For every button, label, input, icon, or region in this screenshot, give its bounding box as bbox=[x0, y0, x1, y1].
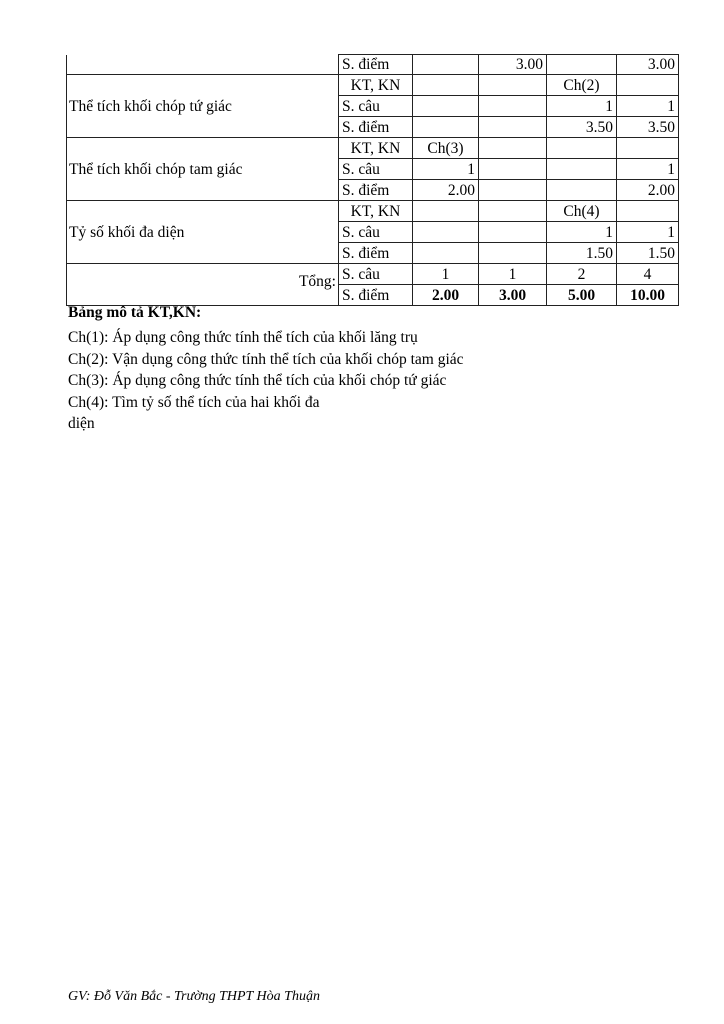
value-cell: 1.50 bbox=[547, 243, 617, 264]
value-cell bbox=[413, 75, 479, 96]
value-cell bbox=[413, 222, 479, 243]
total-label: Tổng: bbox=[67, 264, 339, 306]
value-cell: 2.00 bbox=[413, 180, 479, 201]
table-row bbox=[67, 201, 679, 222]
row-label: S. điểm bbox=[339, 55, 413, 75]
value-cell bbox=[479, 201, 547, 222]
table-row bbox=[67, 75, 679, 96]
value-cell bbox=[413, 117, 479, 138]
value-cell: 1 bbox=[547, 222, 617, 243]
total-score: 3.00 bbox=[479, 285, 547, 306]
row-label: KT, KN bbox=[339, 138, 413, 159]
row-label: S. điểm bbox=[339, 117, 413, 138]
value-cell: Ch(2) bbox=[547, 75, 617, 96]
total-cell: 1 bbox=[617, 96, 679, 117]
row-label: S. câu bbox=[339, 222, 413, 243]
description-item: Ch(1): Áp dụng công thức tính thể tích của khối lăng trụ bbox=[68, 329, 418, 346]
value-cell bbox=[547, 180, 617, 201]
value-cell bbox=[479, 75, 547, 96]
skill-description bbox=[68, 302, 528, 435]
table-row bbox=[67, 55, 679, 75]
description-item: diện bbox=[68, 415, 95, 432]
topic-cell: Thể tích khối chóp tứ giác bbox=[67, 75, 339, 138]
total-value: 1 bbox=[413, 264, 479, 285]
value-cell bbox=[479, 222, 547, 243]
total-cell bbox=[617, 75, 679, 96]
total-score: 5.00 bbox=[547, 285, 617, 306]
table-row bbox=[67, 138, 679, 159]
value-cell bbox=[547, 55, 617, 75]
exam-matrix-table bbox=[66, 54, 679, 306]
value-cell bbox=[479, 117, 547, 138]
total-value: 2 bbox=[547, 264, 617, 285]
table-row-total-count bbox=[67, 264, 679, 285]
description-item: Ch(2): Vận dụng công thức tính thể tích của khối chóp tam giác bbox=[68, 350, 464, 368]
page-footer: GV: Đỗ Văn Bắc - Trường THPT Hòa Thuận bbox=[68, 989, 320, 1004]
topic-cell-continued bbox=[67, 55, 339, 75]
value-cell: Ch(3) bbox=[413, 138, 479, 159]
total-value: 1 bbox=[479, 264, 547, 285]
value-cell bbox=[479, 96, 547, 117]
value-cell: Ch(4) bbox=[547, 201, 617, 222]
total-cell: 2.00 bbox=[617, 180, 679, 201]
total-cell: 3.00 bbox=[617, 55, 679, 75]
value-cell bbox=[413, 96, 479, 117]
row-label: S. câu bbox=[339, 159, 413, 180]
row-label: KT, KN bbox=[339, 201, 413, 222]
total-cell bbox=[617, 138, 679, 159]
value-cell bbox=[479, 138, 547, 159]
row-label: S. câu bbox=[339, 264, 413, 285]
value-cell bbox=[479, 243, 547, 264]
description-heading: Bảng mô tả KT,KN: bbox=[68, 304, 202, 321]
row-label: S. điểm bbox=[339, 285, 413, 306]
value-cell bbox=[413, 201, 479, 222]
value-cell: 3.50 bbox=[547, 117, 617, 138]
value-cell: 3.00 bbox=[479, 55, 547, 75]
value-cell: 1 bbox=[413, 159, 479, 180]
value-cell bbox=[413, 55, 479, 75]
value-cell bbox=[547, 159, 617, 180]
value-cell: 1 bbox=[547, 96, 617, 117]
value-cell bbox=[413, 243, 479, 264]
row-label: S. điểm bbox=[339, 180, 413, 201]
value-cell bbox=[479, 159, 547, 180]
row-label: KT, KN bbox=[339, 75, 413, 96]
total-cell bbox=[617, 201, 679, 222]
topic-cell: Tỷ số khối đa diện bbox=[67, 201, 339, 264]
total-cell: 1.50 bbox=[617, 243, 679, 264]
topic-cell: Thể tích khối chóp tam giác bbox=[67, 138, 339, 201]
value-cell bbox=[479, 180, 547, 201]
total-score: 2.00 bbox=[413, 285, 479, 306]
total-cell: 1 bbox=[617, 159, 679, 180]
total-cell: 1 bbox=[617, 222, 679, 243]
total-cell: 3.50 bbox=[617, 117, 679, 138]
description-item: Ch(3): Áp dụng công thức tính thể tích của khối chóp tứ giác bbox=[68, 372, 447, 389]
description-item: Ch(4): Tìm tỷ số thể tích của hai khối đa bbox=[68, 393, 320, 411]
row-label: S. câu bbox=[339, 96, 413, 117]
row-label: S. điểm bbox=[339, 243, 413, 264]
total-score: 10.00 bbox=[617, 285, 679, 306]
total-value: 4 bbox=[617, 264, 679, 285]
value-cell bbox=[547, 138, 617, 159]
